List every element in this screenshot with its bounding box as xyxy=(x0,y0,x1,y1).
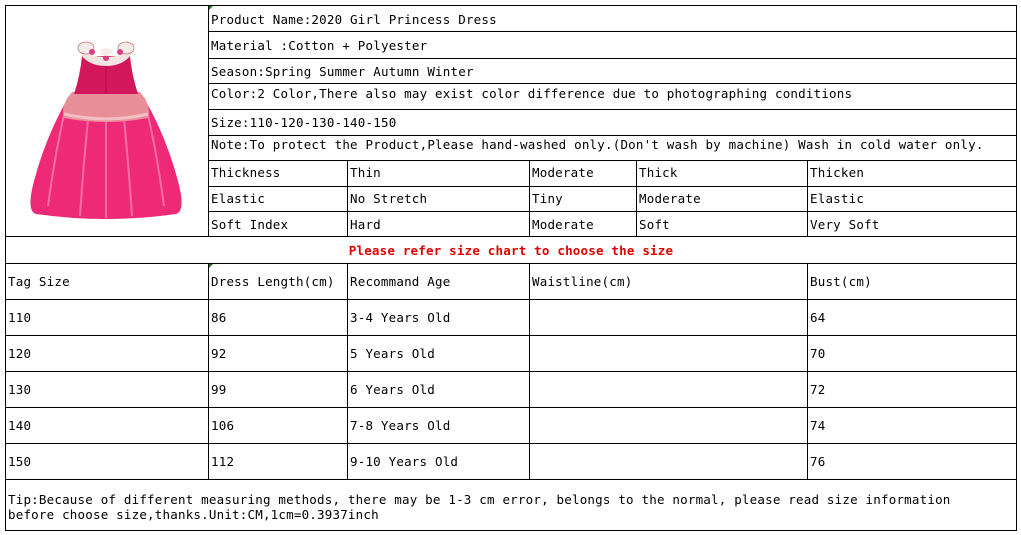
attr-elastic-opt4: Elastic xyxy=(810,191,865,206)
row-130-age: 6 Years Old xyxy=(350,382,435,397)
row-150-length: 112 xyxy=(211,454,235,469)
attr-thickness-opt2: Moderate xyxy=(532,165,594,180)
row-110-bust: 64 xyxy=(810,310,826,325)
header-bust: Bust(cm) xyxy=(810,274,872,289)
measurement-tip: Tip:Because of different measuring methods, there may be 1-3 cm error, belongs to the normal, please read size information before choose size,thanks.Unit:CM,1cm=0.3937inch xyxy=(8,492,951,522)
row-120-bust: 70 xyxy=(810,346,826,361)
row-140-tag: 140 xyxy=(8,418,32,433)
attr-thickness-opt1: Thin xyxy=(350,165,381,180)
size-chart-sheet xyxy=(5,5,1017,531)
row-120-age: 5 Years Old xyxy=(350,346,435,361)
row-150-age: 9-10 Years Old xyxy=(350,454,459,469)
product-size: Size:110-120-130-140-150 xyxy=(211,115,397,130)
attr-soft-opt1: Hard xyxy=(350,217,381,232)
row-140-length: 106 xyxy=(211,418,235,433)
row-120-tag: 120 xyxy=(8,346,32,361)
size-chart-notice: Please refer size chart to choose the size xyxy=(348,243,674,258)
header-dress-length: Dress Length(cm) xyxy=(211,274,335,289)
product-name: Product Name:2020 Girl Princess Dress xyxy=(211,12,497,27)
attr-elastic-opt2: Tiny xyxy=(532,191,563,206)
attr-elastic-opt3: Moderate xyxy=(639,191,701,206)
attr-soft-opt2: Moderate xyxy=(532,217,594,232)
row-140-age: 7-8 Years Old xyxy=(350,418,451,433)
attr-thickness-opt3: Thick xyxy=(639,165,678,180)
product-care-note: Note:To protect the Product,Please hand-washed only.(Don't wash by machine) Wash in cold water only. xyxy=(211,137,984,152)
attr-thickness-label: Thickness xyxy=(211,165,281,180)
row-110-length: 86 xyxy=(211,310,227,325)
row-130-tag: 130 xyxy=(8,382,32,397)
row-120-length: 92 xyxy=(211,346,227,361)
header-tag-size: Tag Size xyxy=(8,274,70,289)
attr-soft-label: Soft Index xyxy=(211,217,289,232)
product-material: Material :Cotton + Polyester xyxy=(211,38,428,53)
row-130-bust: 72 xyxy=(810,382,826,397)
header-waistline: Waistline(cm) xyxy=(532,274,633,289)
row-150-tag: 150 xyxy=(8,454,32,469)
row-140-bust: 74 xyxy=(810,418,826,433)
attr-soft-opt3: Soft xyxy=(639,217,670,232)
row-150-bust: 76 xyxy=(810,454,826,469)
product-season: Season:Spring Summer Autumn Winter xyxy=(211,64,474,79)
attr-thickness-opt4: Thicken xyxy=(810,165,865,180)
attr-elastic-label: Elastic xyxy=(211,191,266,206)
row-130-length: 99 xyxy=(211,382,227,397)
attr-soft-opt4: Very Soft xyxy=(810,217,880,232)
product-color: Color:2 Color,There also may exist color difference due to photographing conditions xyxy=(211,86,853,101)
row-110-tag: 110 xyxy=(8,310,32,325)
row-110-age: 3-4 Years Old xyxy=(350,310,451,325)
dress-photo xyxy=(6,6,206,234)
header-recommend-age: Recommand Age xyxy=(350,274,451,289)
attr-elastic-opt1: No Stretch xyxy=(350,191,428,206)
